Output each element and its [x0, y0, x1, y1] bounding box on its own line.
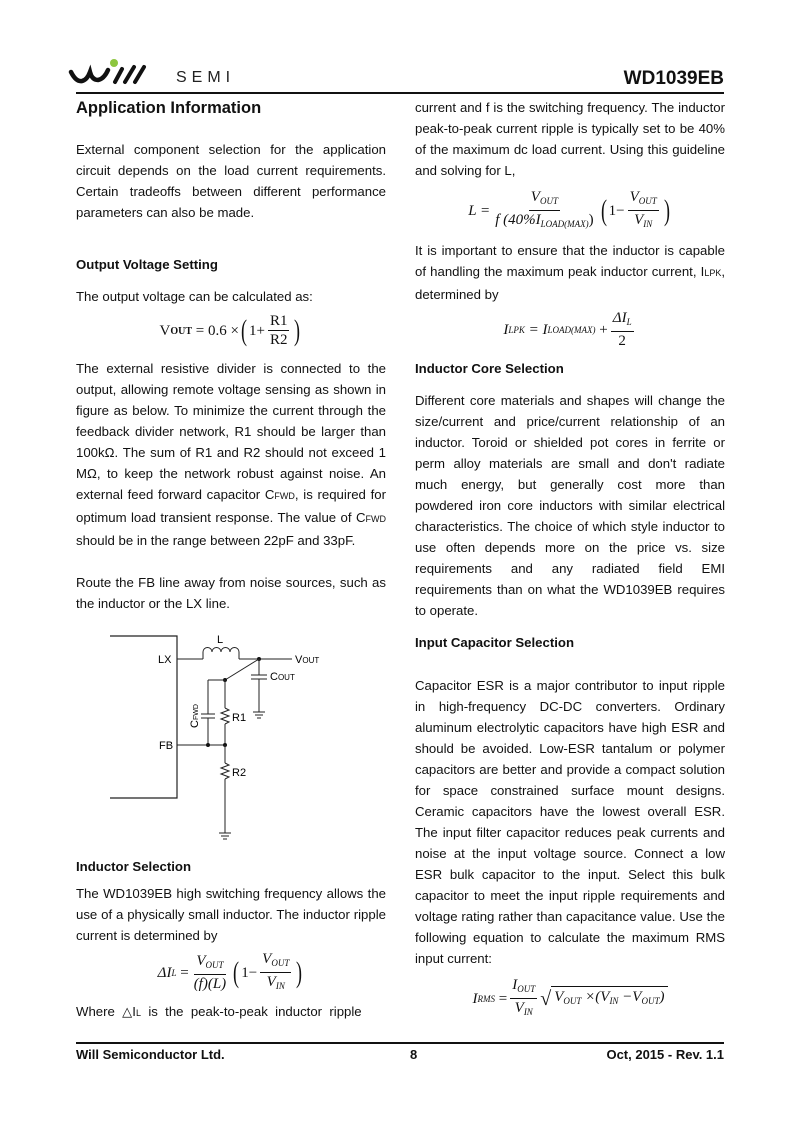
- lx-pin-label: LX: [158, 654, 172, 666]
- where-line: Where △IL is the peak-to-peak inductor ripple: [76, 1004, 362, 1019]
- footer-company: Will Semiconductor Ltd.: [76, 1047, 225, 1062]
- footer-page-number: 8: [410, 1047, 418, 1062]
- r1-symbol: [221, 708, 229, 724]
- logo-text: SEMI: [176, 69, 236, 86]
- left-column: [76, 97, 386, 614]
- r2-symbol: [221, 763, 229, 779]
- output-voltage-heading: Output Voltage Setting: [76, 257, 218, 272]
- footer-rule: [76, 1042, 724, 1044]
- inductor-section: [76, 856, 386, 1024]
- fb-pin-label: FB: [159, 740, 174, 752]
- header-rule: [76, 92, 724, 94]
- logo-dot-icon: [110, 59, 118, 67]
- divider-paragraph: The external resistive divider is connected to the output, allowing remote voltage sensing as shown in figure as below. To minimize the current through the feedback divider network, R1 should be larger than 100kΩ. The sum of R1 and R2 should not exceed 1 MΩ, to keep the network robust against noise. An external feed forward capacitor CFWD, is required for optimum load transient response. The value of CFWD should be in the range between 22pF and 33pF.: [76, 361, 386, 548]
- will-semi-logo: [68, 58, 178, 88]
- inductor-paragraph: The WD1039EB high switching frequency allows the use of a physically small inductor. The inductor ripple current is determined by: [76, 886, 386, 943]
- r2-label: R2: [232, 767, 247, 779]
- inductance-equation: L = $\frac{V_{OUT}}{f (40\%I_{LOAD(MAX)})}$ ( 1− $\frac{V_{OUT}}{V_{IN}}$ ): [468, 189, 670, 229]
- vout-label: VOUT: [295, 654, 320, 666]
- right-column: [415, 97, 725, 1029]
- cfwd-label: CFWD: [189, 704, 201, 728]
- route-paragraph: Route the FB line away from noise sources, such as the inductor or the LX line.: [76, 575, 386, 611]
- continued-paragraph: current and f is the switching frequency. The inductor peak-to-peak current ripple is typically set to be 40% of the maximum dc load current. Using this guideline and solving for L,: [415, 100, 725, 178]
- feedback-circuit-diagram: [110, 628, 330, 848]
- intro-paragraph: External component selection for the application circuit depends on the load current requirements. Certain tradeoffs between different performance parameters can also be made.: [76, 142, 386, 220]
- core-heading: Inductor Core Selection: [415, 361, 564, 376]
- r1-label: R1: [232, 712, 247, 724]
- cout-label: COUT: [270, 671, 295, 683]
- output-voltage-lead: The output voltage can be calculated as:: [76, 289, 313, 304]
- ripple-equation: ΔI L = $\frac{V_{OUT}}{(f)(L)}$ ( 1− $\frac{V_{OUT}}{V_{IN}}$ ): [157, 951, 303, 992]
- inductor-heading: Inductor Selection: [76, 859, 192, 874]
- peak-current-equation: I LPK = I LOAD(MAX) + $\frac{\Delta I_L}{2}$: [503, 310, 632, 349]
- inductor-label: L: [217, 634, 224, 646]
- rms-equation: I RMS = $\frac{I_{OUT}}{V_{IN}}$ √ $V_{OUT} \times(V_{IN} -V_{OUT})$: [415, 969, 725, 1029]
- vout-equation: V OUT = 0.6 × ( 1+ $\frac{R1}{R2}$ ): [159, 313, 301, 348]
- page-title: Application Information: [76, 99, 262, 117]
- input-cap-heading: Input Capacitor Selection: [415, 635, 575, 650]
- footer-date-revision: Oct, 2015 - Rev. 1.1: [606, 1047, 724, 1062]
- peak-current-paragraph: It is important to ensure that the inductor is capable of handling the maximum peak inductor current, ILPK, determined by: [415, 243, 725, 302]
- inductor-symbol: [203, 648, 239, 660]
- document-id: WD1039EB: [623, 68, 724, 89]
- core-paragraph: Different core materials and shapes will change the size/current and price/current relationship of an inductor. Toroid or shielded pot cores in ferrite or perm alloy materials are small and don't radiate much energy, but generally cost more than powdered iron core inductors with similar electrical characteristics. The choice of which style inductor to use often depends more on the price vs. size requirements and any radiated field EMI requirements than on what the WD1039EB requires to operate.: [415, 393, 725, 618]
- input-cap-paragraph: Capacitor ESR is a major contributor to input ripple in high-frequency DC-DC converters. Ordinary aluminum electrolytic capacitors have high ESR and should be avoided. Low-ESR tantalum or polymer capacitors are better and provide a compact solution for space constrained surface mount designs. Ceramic capacitors have the lowest overall ESR. The input filter capacitor reduces peak currents and noise at the input voltage source. Connect a low ESR bulk capacitor to the input. Select this bulk capacitor to meet the input ripple requirements and voltage rating rather than capacitance value. Use the following equation to calculate the maximum RMS input current:: [415, 678, 725, 966]
